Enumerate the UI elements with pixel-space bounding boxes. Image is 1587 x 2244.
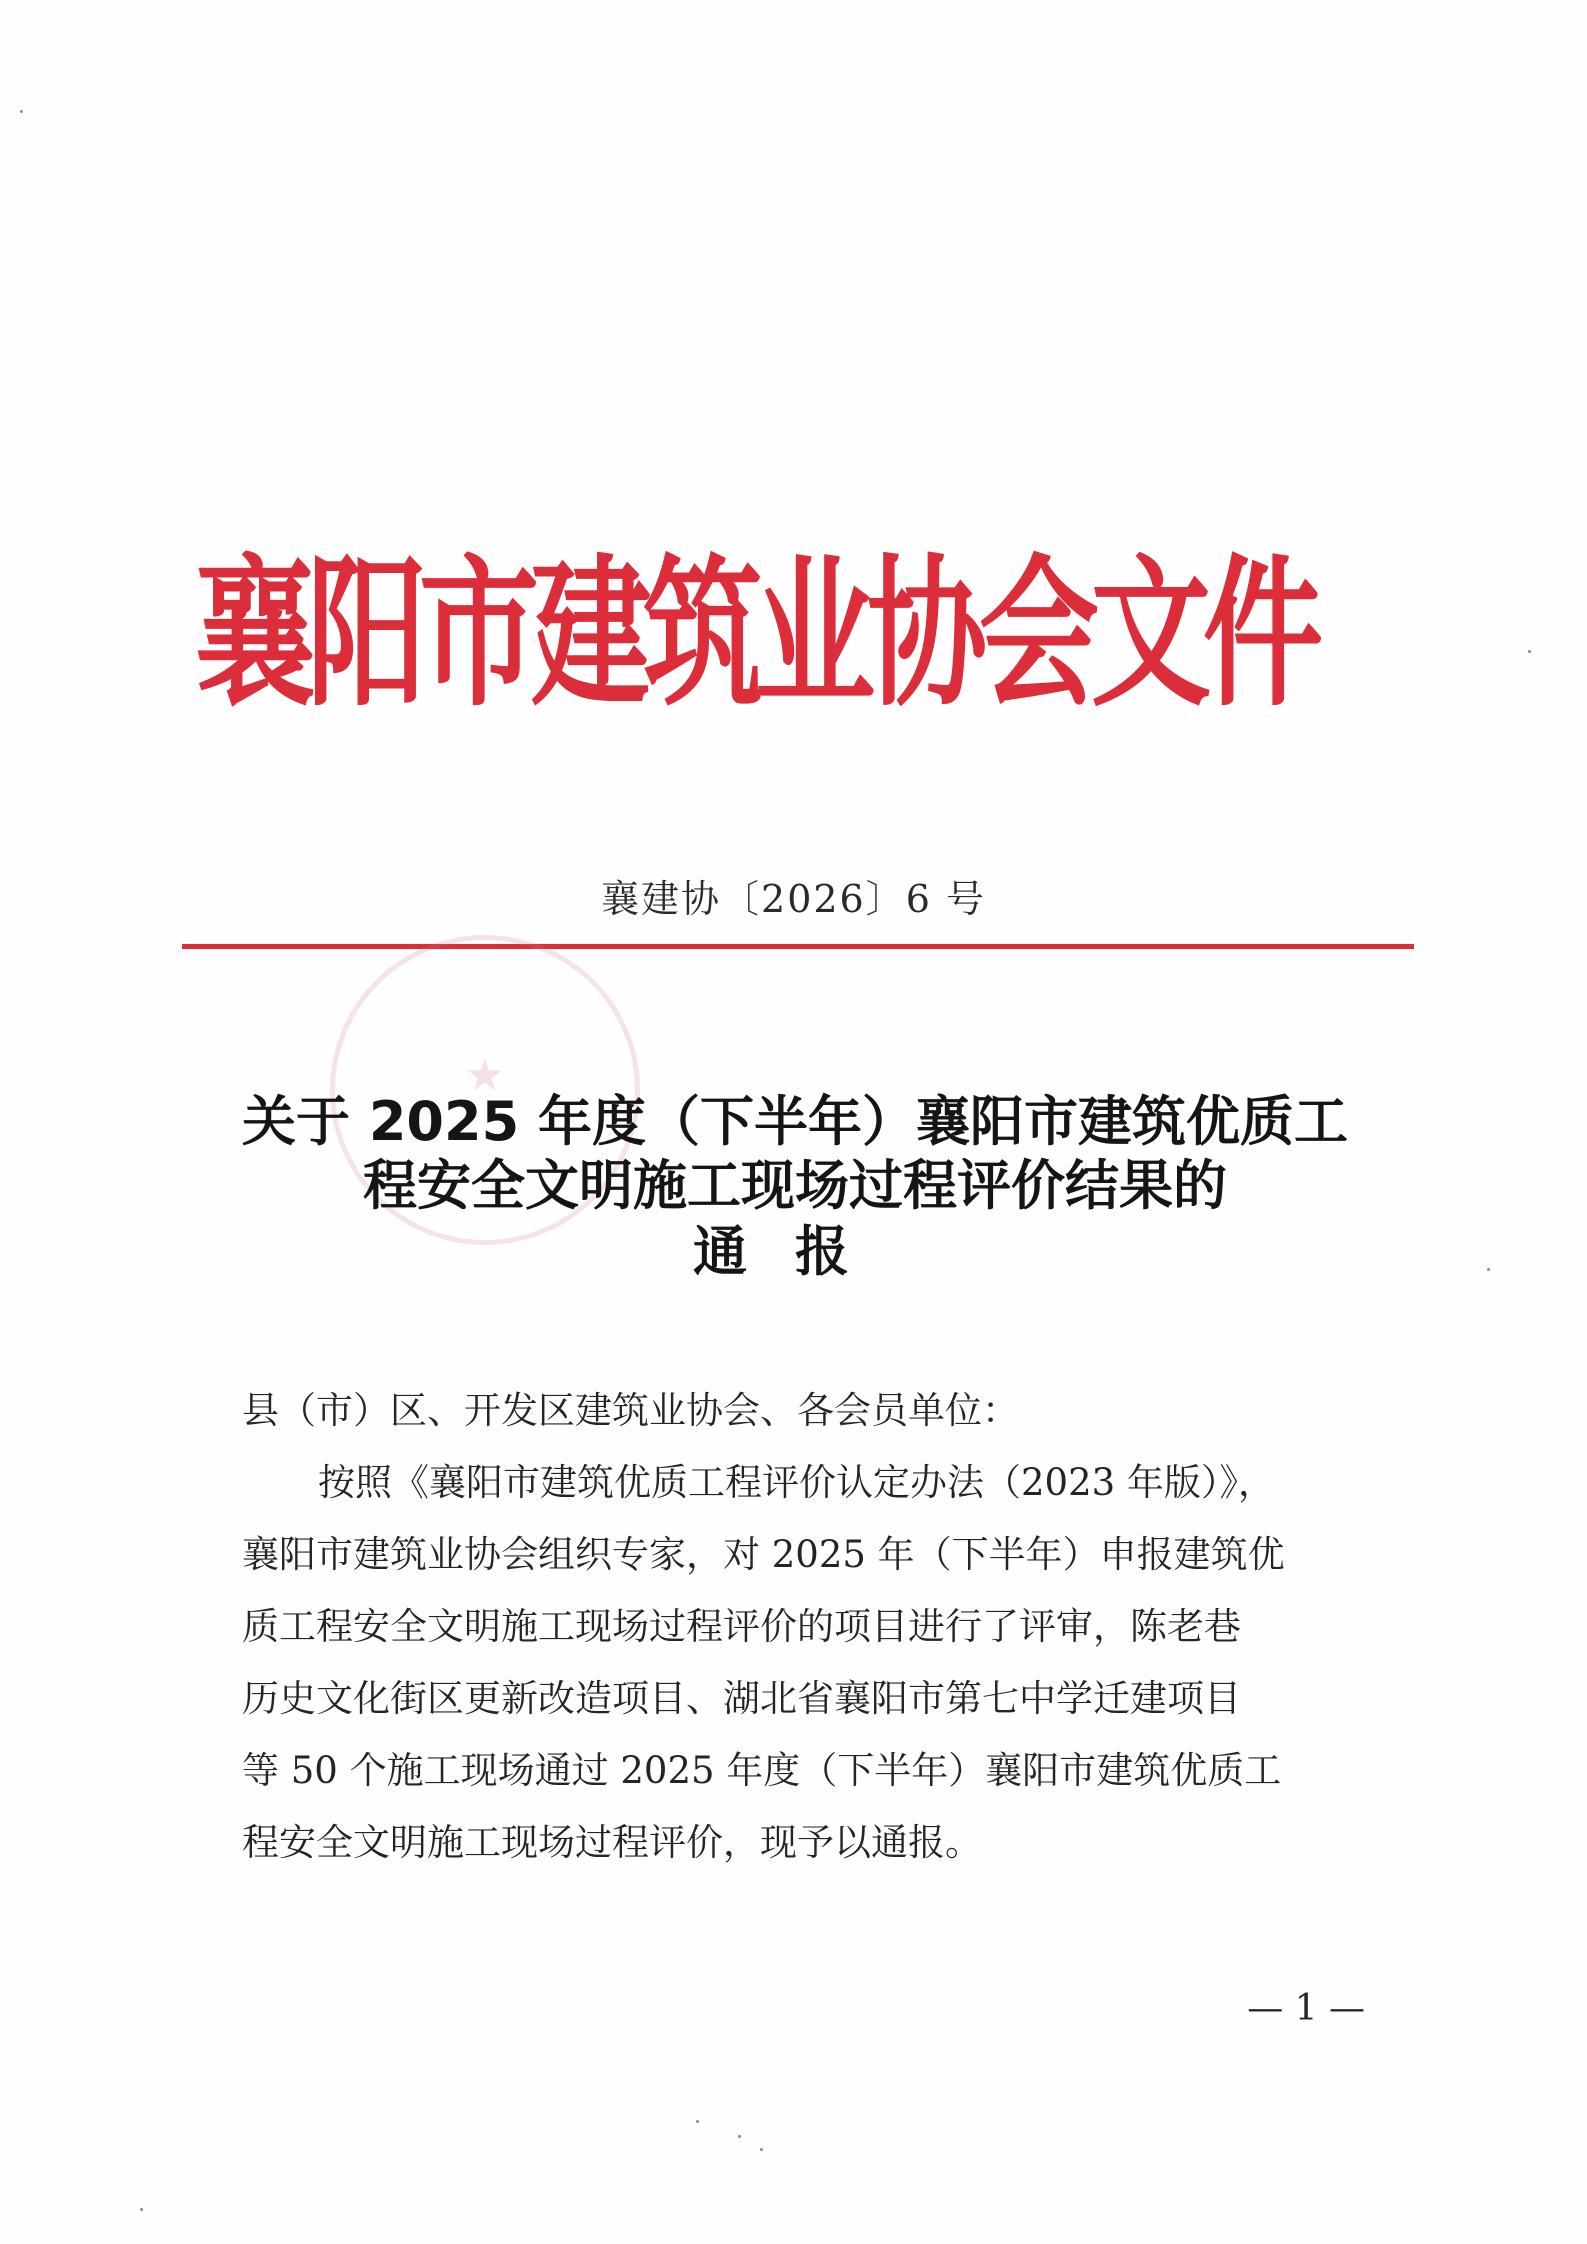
scan-speck: [20, 110, 23, 113]
masthead-title: 襄阳市建筑业协会文件: [195, 541, 1315, 730]
body-line: 质工程安全文明施工现场过程评价的项目进行了评审，陈老巷: [242, 1605, 1241, 1648]
scan-speck: [760, 2148, 763, 2151]
notice-title: [200, 1090, 1390, 1284]
body-line: 历史文化街区更新改造项目、湖北省襄阳市第七中学迁建项目: [242, 1677, 1241, 1720]
body-line: 等 50 个施工现场通过 2025 年度（下半年）襄阳市建筑优质工: [242, 1749, 1282, 1792]
body-line: 襄阳市建筑业协会组织专家，对 2025 年（下半年）申报建筑优: [242, 1533, 1285, 1576]
notice-title-line-3: 通报: [693, 1220, 897, 1283]
scan-speck: [1487, 1268, 1490, 1271]
notice-title-line-1: 关于 2025 年度（下半年）襄阳市建筑优质工: [242, 1090, 1348, 1153]
notice-body: [242, 1375, 1362, 1879]
document-number: 襄建协〔2026〕6 号: [601, 877, 986, 921]
scan-speck: [696, 2120, 699, 2123]
scan-speck: [738, 2135, 741, 2138]
scan-speck: [140, 2208, 143, 2211]
notice-title-line-2: 程安全文明施工现场过程评价结果的: [363, 1154, 1227, 1217]
salutation: 县（市）区、开发区建筑业协会、各会员单位：: [242, 1389, 1019, 1432]
red-divider-line: [182, 944, 1414, 949]
body-line: 程安全文明施工现场过程评价，现予以通报。: [242, 1821, 982, 1864]
scan-speck: [1528, 650, 1531, 653]
body-line: 按照《襄阳市建筑优质工程评价认定办法（2023 年版）》，: [318, 1461, 1275, 1504]
seal-star-icon: ★: [465, 1050, 505, 1101]
page-number: — 1 —: [1247, 1988, 1365, 2029]
